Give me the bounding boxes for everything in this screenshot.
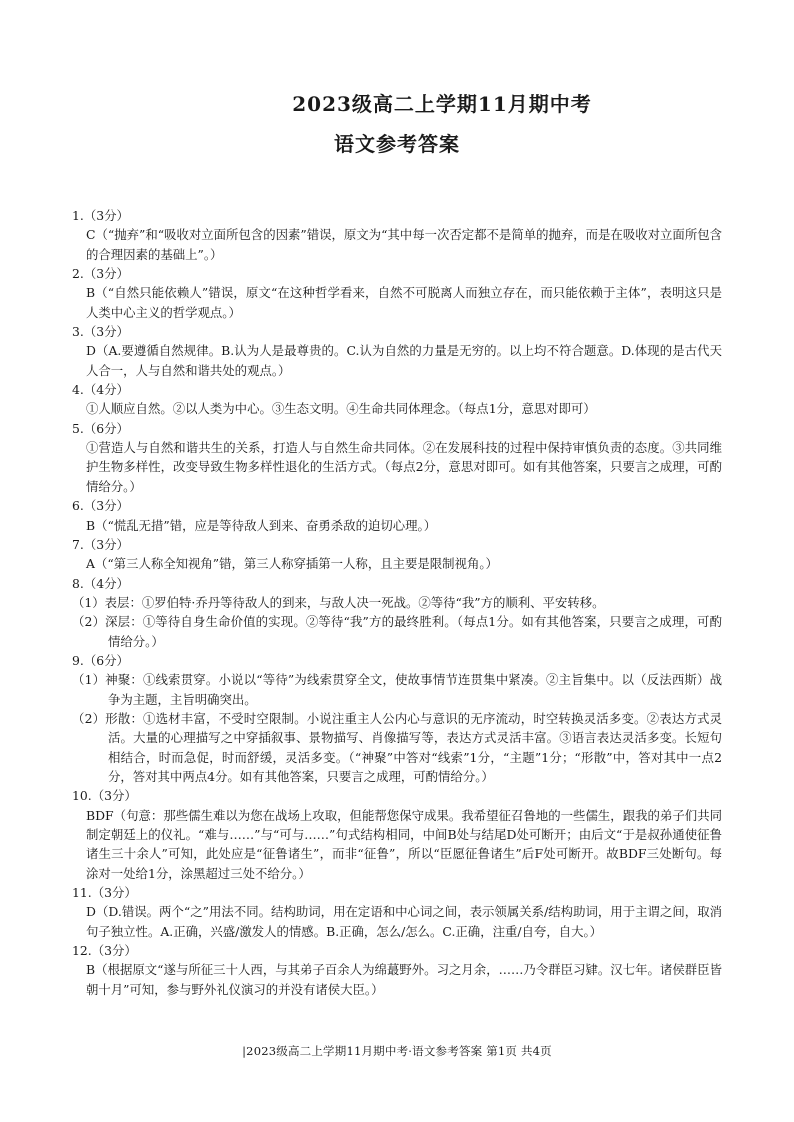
page-title: 2023级高二上学期11月期中考 bbox=[292, 92, 592, 116]
answer-item bbox=[72, 535, 722, 574]
page-subtitle bbox=[0, 128, 794, 157]
answer-item bbox=[72, 941, 722, 999]
answer-item bbox=[72, 883, 722, 941]
question-number: 9.（6分） bbox=[72, 652, 129, 668]
answer-item bbox=[72, 574, 722, 651]
sub-answer-text: （1）表层：①罗伯特·乔丹等待敌人的到来，与敌人决一死战。②等待“我”方的顺利、平安转移。 bbox=[72, 594, 605, 610]
answer-text: D（A.要遵循自然规律。B.认为人是最尊贵的。C.认为自然的力量是无穷的。以上均不符合题意。D.体现的是古代天人合一，人与自然和谐共处的观点。） bbox=[86, 343, 722, 378]
answer-item bbox=[72, 322, 722, 380]
answer-item bbox=[72, 380, 722, 419]
question-number: 5.（6分） bbox=[72, 420, 129, 436]
answer-text: B（根据原文“遂与所征三十人西，与其弟子百余人为绵蕞野外。习之月余，……乃令群臣习肄。汉七年。诸侯群臣皆朝十月”可知，参与野外礼仪演习的并没有诸侯大臣。） bbox=[86, 962, 722, 997]
question-number: 12.（3分） bbox=[72, 943, 137, 959]
answer-item bbox=[72, 206, 722, 264]
answer-item bbox=[72, 651, 722, 786]
answer-text: B（“自然只能依赖人”错误，原文“在这种哲学看来，自然不可脱离人而独立存在，而只能依赖于主体”，表明这只是人类中心主义的哲学观点。） bbox=[86, 285, 722, 320]
sub-answer-text: （2）深层：①等待自身生命价值的实现。②等待“我”方的最终胜利。（每点1分。如有其他答案，只要言之成理，可酌情给分。） bbox=[72, 614, 722, 649]
answer-text: B（“慌乱无措”错，应是等待敌人到来、奋勇杀敌的迫切心理。） bbox=[86, 517, 437, 533]
answer-item bbox=[72, 786, 722, 883]
question-number: 10.（3分） bbox=[72, 788, 137, 804]
answer-text: A（“第三人称全知视角”错，第三人称穿插第一人称，且主要是限制视角。） bbox=[86, 556, 498, 572]
question-number: 2.（3分） bbox=[72, 266, 129, 282]
subtitle-text: 语文参考答案 bbox=[334, 132, 460, 156]
sub-answer-text: （2）形散：①选材丰富，不受时空限制。小说注重主人公内心与意识的无序流动，时空转换灵活多变。②表达方式灵活。大量的心理描写之中穿插叙事、景物描写、肖像描写等，表达方式灵活丰富。③语言表达灵活多变。长短句相结合，时而急促，时而舒缓，灵活多变。（“神聚”中答对“线索”1分，“主题”1分；“形散”中，答对其中一点2分，答对其中两点4分。如有其他答案，只要言之成理，可酌情给分。） bbox=[72, 710, 722, 784]
sub-answer-text: （1）神聚：①线索贯穿。小说以“等待”为线索贯穿全文，使故事情节连贯集中紧凑。②主旨集中。以（反法西斯）战争为主题，主旨明确突出。 bbox=[72, 672, 722, 707]
answer-list bbox=[72, 206, 722, 999]
question-number: 11.（3分） bbox=[72, 885, 137, 901]
answer-item bbox=[72, 264, 722, 322]
question-number: 6.（3分） bbox=[72, 498, 129, 514]
answer-item bbox=[72, 496, 722, 535]
question-number: 1.（3分） bbox=[72, 208, 129, 223]
answer-text: D（D.错误。两个“之”用法不同。结构助词，用在定语和中心词之间，表示领属关系/结构助词，用于主谓之间，取消句子独立性。A.正确，兴盛/激发人的情感。B.正确，怎么/怎么。C.正确，注重/自夸，自大。） bbox=[86, 904, 722, 939]
question-number: 8.（4分） bbox=[72, 575, 129, 591]
question-number: 7.（3分） bbox=[72, 536, 129, 552]
question-number: 4.（4分） bbox=[72, 382, 129, 398]
question-number: 3.（3分） bbox=[72, 324, 129, 340]
answer-text: C（“抛弃”和“吸收对立面所包含的因素”错误，原文为“其中每一次否定都不是简单的抛弃，而是在吸收对立面所包含的合理因素的基础上”。） bbox=[86, 227, 722, 262]
answer-text: ①营造人与自然和谐共生的关系，打造人与自然生命共同体。②在发展科技的过程中保持审慎负责的态度。③共同维护生物多样性，改变导致生物多样性退化的生活方式。（每点2分，意思对即可。如有其他答案，只要言之成理，可酌情给分。） bbox=[86, 440, 722, 494]
answer-text: ①人顺应自然。②以人类为中心。③生态文明。④生命共同体理念。（每点1分，意思对即可） bbox=[86, 401, 596, 417]
page-footer: |2023级高二上学期11月期中考·语文参考答案 第1页 共4页 bbox=[242, 1044, 552, 1058]
answer-text: BDF（句意：那些儒生难以为您在战场上攻取，但能帮您保守成果。我希望征召鲁地的一些儒生，跟我的弟子们共同制定朝廷上的仪礼。“难与……”与“可与……”句式结构相同，中间B处与结尾D处可断开；由后文“于是叔孙通使征鲁诸生三十余人”可知，此处应是“征鲁诸生”，而非“征鲁”，所以“臣愿征鲁诸生”后F处可断开。故BDF三处断句。每涂对一处给1分，涂黑超过三处不给分。） bbox=[86, 807, 722, 881]
answer-item bbox=[72, 419, 722, 496]
